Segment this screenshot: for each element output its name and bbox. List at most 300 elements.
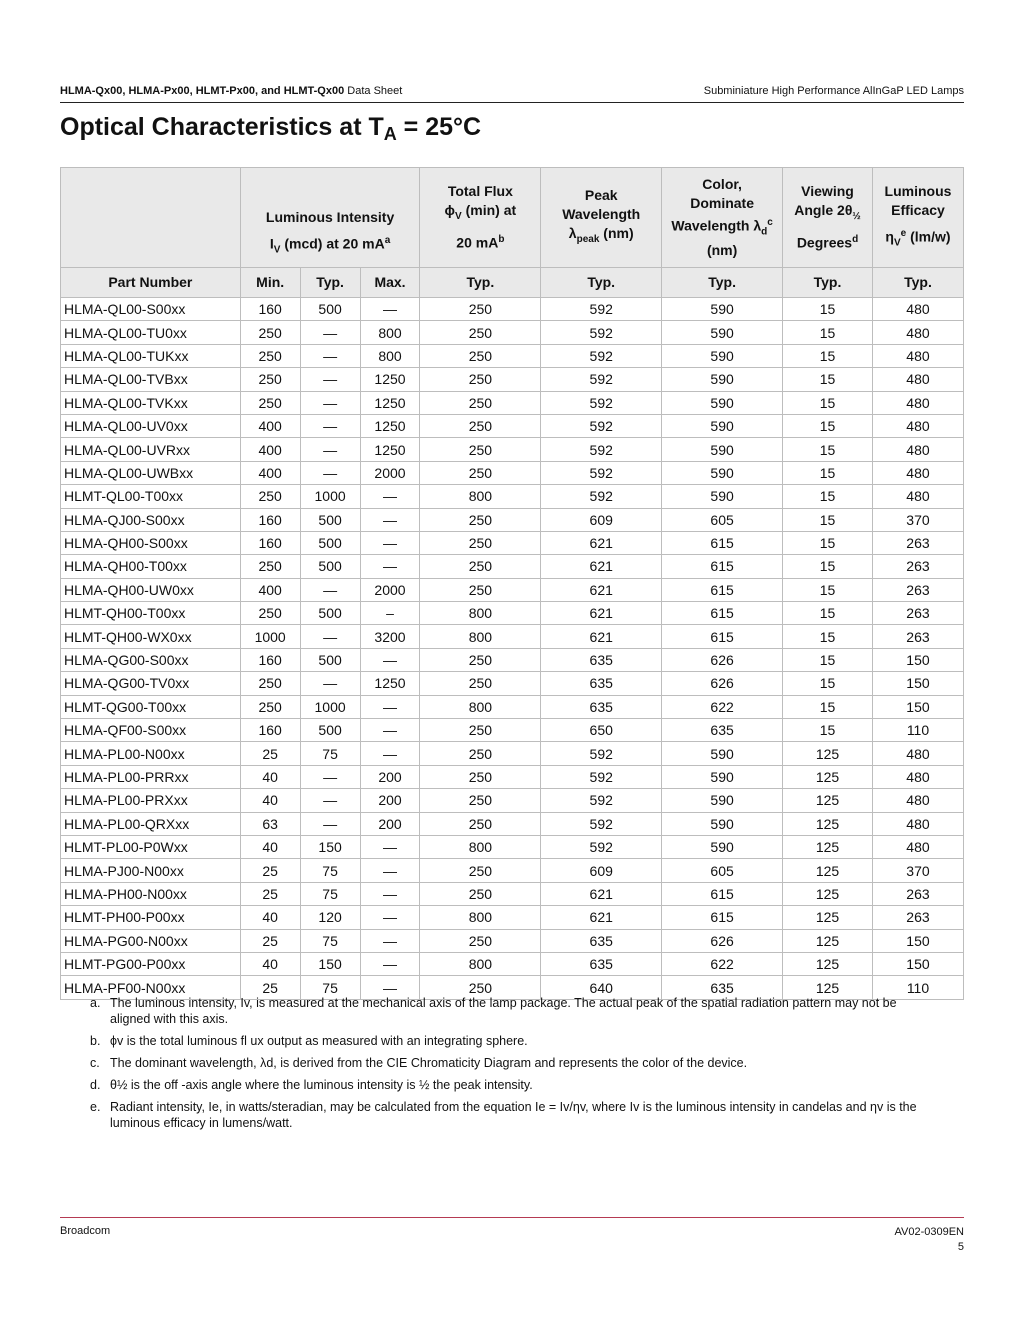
value-cell: — (360, 508, 420, 531)
footnote-letter: a. (90, 996, 101, 1010)
value-cell: 263 (872, 531, 963, 554)
value-cell: 25 (240, 742, 300, 765)
part-number-cell: HLMA-QL00-UWBxx (61, 461, 241, 484)
value-cell: 592 (541, 485, 662, 508)
value-cell: 125 (783, 906, 873, 929)
table-row (61, 578, 964, 601)
value-cell: 400 (240, 461, 300, 484)
part-number-cell: HLMA-QL00-UV0xx (61, 414, 241, 437)
value-cell: 615 (662, 906, 783, 929)
footnote-letter: d. (90, 1078, 101, 1092)
value-cell: 592 (541, 835, 662, 858)
value-cell: 590 (662, 391, 783, 414)
header-luminous-intensity (240, 168, 420, 268)
value-cell: 635 (541, 695, 662, 718)
value-cell: 592 (541, 391, 662, 414)
table-row (61, 859, 964, 882)
optical-characteristics-table (60, 167, 964, 1000)
value-cell: 370 (872, 508, 963, 531)
header-le-line2: Efficacy (891, 202, 945, 219)
table-row (61, 648, 964, 671)
value-cell: 605 (662, 859, 783, 882)
table-row (61, 438, 964, 461)
value-cell: — (300, 368, 360, 391)
value-cell: 250 (420, 344, 541, 367)
header-part-numbers: HLMA-Qx00, HLMA-Px00, HLMT-Px00, and HLMT-Qx00 (60, 85, 345, 97)
value-cell: 250 (420, 368, 541, 391)
value-cell: 250 (240, 344, 300, 367)
subheader-cell: Typ. (783, 268, 873, 298)
value-cell: 250 (240, 555, 300, 578)
table-body (61, 298, 964, 1000)
value-cell: 250 (240, 695, 300, 718)
footnote-letter: c. (90, 1056, 100, 1070)
subheader-cell: Typ. (662, 268, 783, 298)
footer-company: Broadcom (60, 1225, 111, 1237)
value-cell: 800 (420, 625, 541, 648)
value-cell: 800 (420, 485, 541, 508)
value-cell: 160 (240, 531, 300, 554)
part-number-cell: HLMT-QL00-T00xx (61, 485, 241, 508)
value-cell: 605 (662, 508, 783, 531)
value-cell: 75 (300, 882, 360, 905)
value-cell: 626 (662, 648, 783, 671)
footnote (90, 1099, 940, 1131)
table-row (61, 391, 964, 414)
table-row (61, 344, 964, 367)
subheader-cell: Typ. (872, 268, 963, 298)
value-cell: 150 (872, 952, 963, 975)
value-cell: 15 (783, 321, 873, 344)
header-tf-sub: V (455, 211, 462, 223)
header-right: Subminiature High Performance AlInGaP LED Lamps (703, 85, 964, 97)
value-cell: 590 (662, 414, 783, 437)
table-row (61, 929, 964, 952)
value-cell: 25 (240, 976, 300, 999)
value-cell: 621 (541, 906, 662, 929)
table-row (61, 368, 964, 391)
value-cell: 592 (541, 461, 662, 484)
value-cell: 635 (662, 719, 783, 742)
value-cell: 500 (300, 602, 360, 625)
part-number-cell: HLMA-QL00-TVBxx (61, 368, 241, 391)
value-cell: 621 (541, 555, 662, 578)
footnote-letter: b. (90, 1034, 101, 1048)
value-cell: 200 (360, 812, 420, 835)
value-cell: 800 (420, 906, 541, 929)
header-li-iv: I (269, 235, 274, 252)
value-cell: 615 (662, 625, 783, 648)
value-cell: 250 (420, 508, 541, 531)
value-cell: 125 (783, 765, 873, 788)
footnote-text: θ½ is the off -axis angle where the luminous intensity is ½ the peak intensity. (110, 1078, 533, 1092)
header-tf-line1: Total Flux (447, 183, 513, 200)
header-tf-line3: 20 mA (456, 234, 499, 251)
page-footer (60, 1225, 964, 1255)
title-tail: = 25°C (396, 113, 482, 141)
value-cell: 15 (783, 719, 873, 742)
value-cell: 500 (300, 719, 360, 742)
table-row (61, 719, 964, 742)
value-cell: 110 (872, 976, 963, 999)
value-cell: 590 (662, 835, 783, 858)
value-cell: 15 (783, 438, 873, 461)
subheader-cell: Part Number (61, 268, 241, 298)
value-cell: 615 (662, 531, 783, 554)
value-cell: 621 (541, 602, 662, 625)
table-row (61, 508, 964, 531)
footnote (90, 995, 940, 1027)
value-cell: 40 (240, 835, 300, 858)
value-cell: 250 (240, 672, 300, 695)
table-row (61, 531, 964, 554)
value-cell: 609 (541, 508, 662, 531)
subheader-row (61, 268, 964, 298)
subheader-cell: Typ. (420, 268, 541, 298)
part-number-cell: HLMA-QJ00-S00xx (61, 508, 241, 531)
value-cell: 150 (872, 672, 963, 695)
table-row (61, 625, 964, 648)
value-cell: 250 (420, 461, 541, 484)
value-cell: 25 (240, 859, 300, 882)
table-row (61, 298, 964, 321)
value-cell: 75 (300, 742, 360, 765)
value-cell: 250 (240, 602, 300, 625)
value-cell: 590 (662, 321, 783, 344)
value-cell: — (360, 485, 420, 508)
value-cell: 592 (541, 344, 662, 367)
table-row (61, 952, 964, 975)
part-number-cell: HLMA-PH00-N00xx (61, 882, 241, 905)
header-li-iv-sub: V (273, 244, 281, 255)
value-cell: 15 (783, 508, 873, 531)
value-cell: 25 (240, 929, 300, 952)
value-cell: 590 (662, 438, 783, 461)
value-cell: 125 (783, 789, 873, 812)
value-cell: 125 (783, 812, 873, 835)
footnote (90, 1055, 940, 1071)
value-cell: 500 (300, 508, 360, 531)
value-cell: 40 (240, 789, 300, 812)
value-cell: 480 (872, 765, 963, 788)
part-number-cell: HLMT-PG00-P00xx (61, 952, 241, 975)
footnote-text: Radiant intensity, Ie, in watts/steradian, may be calculated from the equation Ie = Iv/ηv, where Iv is the luminous intensity in candelas and ηv is the luminous efficacy in lumens/watt. (110, 1100, 917, 1130)
value-cell: 125 (783, 835, 873, 858)
subheader-cell: Typ. (541, 268, 662, 298)
footer-rule (60, 1217, 964, 1218)
header-dw-line3: Wavelength λ (671, 217, 762, 234)
header-dw-line1: Color, (702, 175, 742, 192)
page-title (60, 113, 481, 145)
value-cell: 3200 (360, 625, 420, 648)
value-cell: — (360, 719, 420, 742)
value-cell: 622 (662, 952, 783, 975)
value-cell: 590 (662, 742, 783, 765)
value-cell: — (300, 391, 360, 414)
value-cell: — (360, 929, 420, 952)
part-number-cell: HLMA-PG00-N00xx (61, 929, 241, 952)
value-cell: 250 (240, 368, 300, 391)
value-cell: 615 (662, 555, 783, 578)
value-cell: — (360, 882, 420, 905)
part-number-cell: HLMA-PL00-QRXxx (61, 812, 241, 835)
part-number-cell: HLMA-PF00-N00xx (61, 976, 241, 999)
value-cell: 15 (783, 648, 873, 671)
table-row (61, 835, 964, 858)
value-cell: 592 (541, 368, 662, 391)
header-peak-wavelength (541, 168, 662, 268)
value-cell: 400 (240, 438, 300, 461)
value-cell: — (360, 531, 420, 554)
value-cell: 590 (662, 765, 783, 788)
value-cell: 635 (541, 672, 662, 695)
header-pw-sub: peak (576, 233, 600, 245)
table-row (61, 461, 964, 484)
value-cell: 25 (240, 882, 300, 905)
value-cell: 15 (783, 391, 873, 414)
value-cell: 621 (541, 578, 662, 601)
value-cell: 160 (240, 298, 300, 321)
value-cell: 800 (420, 835, 541, 858)
value-cell: — (300, 438, 360, 461)
value-cell: 160 (240, 719, 300, 742)
part-number-cell: HLMA-QL00-TVKxx (61, 391, 241, 414)
value-cell: — (360, 835, 420, 858)
value-cell: 125 (783, 859, 873, 882)
header-tf-note: b (498, 234, 505, 246)
header-viewing-angle (783, 168, 873, 268)
value-cell: 621 (541, 882, 662, 905)
footnote (90, 1033, 940, 1049)
value-cell: 75 (300, 976, 360, 999)
header-dw-note: c (767, 216, 773, 228)
value-cell: 635 (541, 648, 662, 671)
value-cell: 250 (420, 648, 541, 671)
value-cell: 592 (541, 321, 662, 344)
header-li-unit: (mcd) at 20 mA (280, 235, 385, 252)
value-cell: 800 (360, 321, 420, 344)
value-cell: 150 (872, 695, 963, 718)
value-cell: 15 (783, 368, 873, 391)
value-cell: 15 (783, 461, 873, 484)
value-cell: 590 (662, 344, 783, 367)
value-cell: 250 (420, 391, 541, 414)
value-cell: 590 (662, 461, 783, 484)
value-cell: 120 (300, 906, 360, 929)
value-cell: 626 (662, 672, 783, 695)
header-le-line1: Luminous (884, 183, 952, 200)
value-cell: 621 (541, 531, 662, 554)
value-cell: 250 (420, 765, 541, 788)
subheader-cell: Min. (240, 268, 300, 298)
value-cell: 1000 (300, 695, 360, 718)
value-cell: 621 (541, 625, 662, 648)
header-le-note: e (900, 228, 907, 240)
header-le-unit: (lm/w) (906, 228, 951, 245)
value-cell: 592 (541, 298, 662, 321)
value-cell: 125 (783, 976, 873, 999)
value-cell: — (300, 625, 360, 648)
footer-doc-id: AV02-0309EN (894, 1226, 964, 1238)
part-number-cell: HLMA-PJ00-N00xx (61, 859, 241, 882)
value-cell: 400 (240, 578, 300, 601)
value-cell: 250 (420, 929, 541, 952)
header-le-sub: V (893, 237, 901, 249)
footnote (90, 1077, 940, 1093)
value-cell: 800 (420, 952, 541, 975)
value-cell: 250 (420, 438, 541, 461)
value-cell: — (360, 555, 420, 578)
value-cell: 125 (783, 882, 873, 905)
value-cell: 263 (872, 555, 963, 578)
value-cell: 250 (240, 485, 300, 508)
header-va-line1: Viewing (801, 183, 854, 200)
footnotes (90, 995, 940, 1137)
value-cell: 15 (783, 344, 873, 367)
part-number-cell: HLMA-QG00-S00xx (61, 648, 241, 671)
value-cell: 150 (872, 648, 963, 671)
value-cell: 1250 (360, 391, 420, 414)
value-cell: 622 (662, 695, 783, 718)
value-cell: 640 (541, 976, 662, 999)
value-cell: 15 (783, 531, 873, 554)
part-number-cell: HLMA-QH00-UW0xx (61, 578, 241, 601)
value-cell: 1250 (360, 368, 420, 391)
value-cell: 125 (783, 742, 873, 765)
part-number-cell: HLMA-QL00-S00xx (61, 298, 241, 321)
value-cell: 110 (872, 719, 963, 742)
header-pw-lambda: λ (568, 225, 577, 242)
value-cell: 263 (872, 602, 963, 625)
value-cell: 590 (662, 812, 783, 835)
value-cell: 592 (541, 765, 662, 788)
footnote-text: The luminous intensity, Iv, is measured at the mechanical axis of the lamp package. The actual peak of the spatial radiation pattern may not be aligned with this axis. (110, 996, 897, 1026)
value-cell: 626 (662, 929, 783, 952)
value-cell: 15 (783, 625, 873, 648)
part-number-cell: HLMA-QG00-TV0xx (61, 672, 241, 695)
value-cell: 75 (300, 929, 360, 952)
value-cell: 615 (662, 578, 783, 601)
table-row (61, 555, 964, 578)
value-cell: 592 (541, 742, 662, 765)
table-row (61, 812, 964, 835)
value-cell: 480 (872, 812, 963, 835)
value-cell: 250 (240, 321, 300, 344)
value-cell: 480 (872, 789, 963, 812)
value-cell: 1000 (240, 625, 300, 648)
value-cell: — (300, 344, 360, 367)
value-cell: 125 (783, 929, 873, 952)
value-cell: 500 (300, 555, 360, 578)
header-pw-unit: (nm) (599, 225, 634, 242)
value-cell: — (360, 742, 420, 765)
value-cell: — (300, 812, 360, 835)
value-cell: 1000 (300, 485, 360, 508)
value-cell: — (360, 906, 420, 929)
part-number-cell: HLMT-QH00-T00xx (61, 602, 241, 625)
footer-right (894, 1225, 964, 1255)
value-cell: 480 (872, 835, 963, 858)
value-cell: 2000 (360, 578, 420, 601)
value-cell: 590 (662, 485, 783, 508)
value-cell: – (360, 602, 420, 625)
header-va-line2: Angle 2θ (794, 202, 853, 219)
value-cell: 200 (360, 765, 420, 788)
value-cell: 250 (240, 391, 300, 414)
header-left (60, 85, 402, 97)
value-cell: 1250 (360, 672, 420, 695)
header-li-title: Luminous Intensity (265, 208, 395, 225)
value-cell: 15 (783, 602, 873, 625)
table-row (61, 602, 964, 625)
value-cell: 370 (872, 859, 963, 882)
subheader-cell: Max. (360, 268, 420, 298)
value-cell: 15 (783, 298, 873, 321)
part-number-cell: HLMA-PL00-PRXxx (61, 789, 241, 812)
value-cell: 650 (541, 719, 662, 742)
value-cell: 592 (541, 812, 662, 835)
value-cell: 615 (662, 602, 783, 625)
value-cell: 592 (541, 789, 662, 812)
value-cell: 480 (872, 368, 963, 391)
value-cell: 150 (300, 952, 360, 975)
part-number-cell: HLMA-QH00-T00xx (61, 555, 241, 578)
value-cell: 200 (360, 789, 420, 812)
header-tf-phi: ϕ (444, 202, 456, 219)
header-dw-unit: (nm) (706, 242, 738, 259)
value-cell: 635 (662, 976, 783, 999)
value-cell: 590 (662, 368, 783, 391)
value-cell: — (300, 414, 360, 437)
value-cell: 500 (300, 531, 360, 554)
value-cell: — (360, 976, 420, 999)
part-number-cell: HLMA-PL00-N00xx (61, 742, 241, 765)
header-pw-line2: Wavelength (562, 206, 641, 223)
value-cell: 480 (872, 298, 963, 321)
part-number-cell: HLMT-QH00-WX0xx (61, 625, 241, 648)
value-cell: 250 (420, 578, 541, 601)
value-cell: — (300, 461, 360, 484)
table-row (61, 882, 964, 905)
header-va-unit: Degrees (796, 234, 853, 251)
header-total-flux (420, 168, 541, 268)
value-cell: 263 (872, 882, 963, 905)
value-cell: 40 (240, 765, 300, 788)
value-cell: — (360, 952, 420, 975)
part-number-cell: HLMA-QF00-S00xx (61, 719, 241, 742)
value-cell: 635 (541, 929, 662, 952)
footnote-text: ϕv is the total luminous fl ux output as measured with an integrating sphere. (110, 1034, 528, 1048)
value-cell: 75 (300, 859, 360, 882)
header-luminous-efficacy (872, 168, 963, 268)
table-row (61, 695, 964, 718)
header-dominant-wavelength (662, 168, 783, 268)
value-cell: — (300, 672, 360, 695)
value-cell: 15 (783, 695, 873, 718)
value-cell: 592 (541, 414, 662, 437)
value-cell: 592 (541, 438, 662, 461)
value-cell: 263 (872, 625, 963, 648)
value-cell: 250 (420, 555, 541, 578)
value-cell: 480 (872, 414, 963, 437)
value-cell: 480 (872, 344, 963, 367)
value-cell: — (360, 298, 420, 321)
part-number-cell: HLMT-QG00-T00xx (61, 695, 241, 718)
value-cell: 250 (420, 742, 541, 765)
part-number-cell: HLMA-QL00-TU0xx (61, 321, 241, 344)
header-dw-sub: d (761, 226, 768, 238)
value-cell: — (300, 321, 360, 344)
